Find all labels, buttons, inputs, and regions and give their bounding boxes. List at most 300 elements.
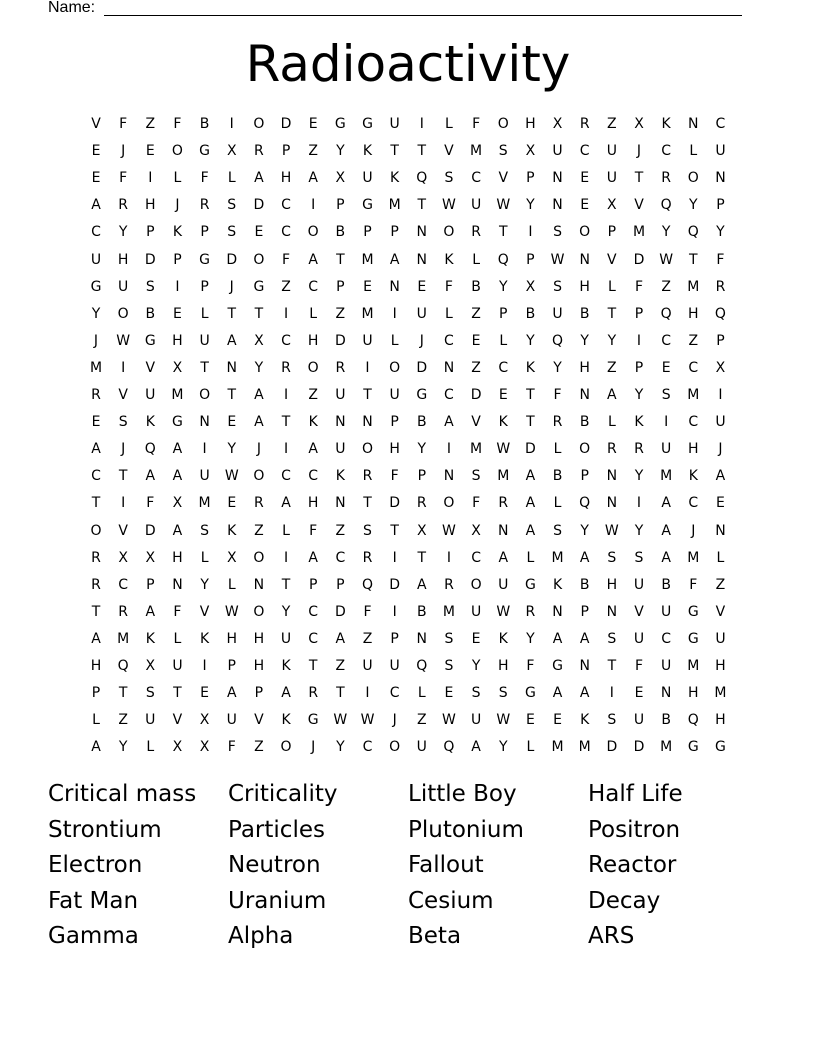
grid-letter: U (416, 305, 427, 322)
grid-letter: Z (254, 739, 264, 756)
grid-letter: P (173, 251, 182, 268)
grid-letter: C (579, 143, 590, 160)
grid-letter: P (634, 359, 644, 376)
grid-letter: A (525, 522, 536, 539)
grid-letter: I (446, 441, 451, 458)
grid-letter: N (443, 468, 455, 485)
grid-letter: D (144, 251, 156, 268)
word-list-item: Positron (588, 816, 681, 843)
grid-letter: Z (118, 712, 128, 729)
grid-letter: J (392, 712, 397, 729)
grid-letter: L (472, 251, 480, 268)
grid-letter: T (91, 495, 101, 512)
grid-letter: S (607, 712, 617, 729)
grid-letter: U (470, 712, 482, 729)
word-list-item: Decay (588, 887, 661, 914)
grid-letter: E (580, 197, 590, 214)
grid-letter: U (335, 441, 346, 458)
grid-letter: A (91, 630, 101, 647)
grid-letter: I (528, 224, 533, 241)
grid-letter: O (199, 387, 211, 403)
grid-letter: U (661, 603, 672, 620)
grid-letter: C (362, 739, 373, 756)
grid-letter: S (607, 630, 617, 647)
grid-letter: T (281, 414, 291, 431)
grid-letter: U (199, 332, 210, 349)
grid-letter: Q (687, 712, 699, 729)
grid-letter: E (363, 278, 372, 295)
grid-letter: I (636, 332, 642, 349)
grid-letter: R (525, 603, 536, 620)
grid-letter: X (226, 549, 237, 566)
grid-letter: T (417, 197, 427, 214)
grid-letter: B (416, 603, 427, 620)
grid-letter: E (254, 224, 264, 241)
grid-letter: U (389, 116, 400, 132)
grid-letter: A (607, 387, 617, 403)
grid-letter: Z (362, 630, 373, 647)
grid-letter: M (470, 441, 483, 458)
grid-letter: S (471, 685, 481, 702)
grid-letter: B (579, 305, 590, 322)
grid-letter: N (606, 468, 618, 485)
grid-letter: A (579, 549, 590, 566)
grid-letter: Y (498, 278, 508, 295)
grid-letter: K (227, 522, 237, 539)
grid-letter: T (91, 603, 101, 620)
grid-letter: Y (336, 739, 345, 756)
grid-letter: I (283, 549, 289, 566)
grid-letter: K (281, 658, 291, 674)
grid-letter: G (715, 739, 726, 756)
grid-letter: I (283, 387, 289, 403)
grid-letter: J (691, 522, 696, 539)
grid-letter: G (253, 278, 265, 295)
grid-letter: S (227, 224, 237, 241)
grid-letter: L (390, 332, 399, 349)
grid-letter: F (716, 251, 725, 268)
grid-letter: Y (281, 603, 291, 620)
grid-letter: U (715, 414, 726, 431)
grid-letter: S (444, 170, 454, 187)
grid-letter: S (145, 685, 155, 702)
grid-letter: C (444, 387, 454, 403)
word-list-item: Critical mass (48, 781, 197, 807)
grid-letter: H (253, 630, 265, 647)
grid-letter: R (498, 495, 509, 512)
grid-letter: V (634, 603, 644, 620)
grid-letter: F (173, 116, 182, 132)
grid-letter: G (524, 576, 536, 593)
grid-letter: B (661, 576, 671, 593)
grid-letter: K (281, 712, 291, 729)
grid-letter: X (715, 359, 726, 376)
grid-letter: P (390, 630, 399, 647)
grid-letter: U (633, 630, 645, 647)
grid-letter: E (308, 116, 318, 132)
grid-letter: E (200, 685, 210, 702)
grid-letter: R (362, 468, 373, 485)
grid-letter: F (472, 116, 481, 132)
grid-letter: N (552, 603, 563, 620)
grid-letter: W (360, 712, 375, 729)
grid-letter: U (552, 143, 563, 160)
grid-letter: F (526, 658, 535, 674)
grid-letter: Y (336, 143, 345, 160)
grid-letter: Y (716, 224, 725, 241)
grid-letter: D (389, 576, 401, 593)
grid-letter: G (687, 739, 699, 756)
grid-letter: V (715, 603, 726, 620)
grid-letter: L (445, 305, 453, 322)
grid-letter: Z (607, 116, 617, 132)
grid-letter: X (172, 739, 183, 756)
grid-letter: L (146, 739, 155, 756)
grid-letter: N (416, 224, 428, 241)
grid-letter: W (224, 468, 239, 485)
grid-letter: N (443, 359, 455, 376)
grid-letter: M (551, 549, 564, 566)
grid-letter: P (390, 414, 399, 431)
grid-letter: O (253, 549, 265, 566)
grid-letter: B (579, 576, 590, 593)
grid-letter: V (145, 359, 156, 376)
grid-letter: D (389, 495, 401, 512)
grid-letter: J (121, 143, 126, 160)
grid-letter: L (200, 305, 209, 322)
grid-letter: A (661, 549, 671, 566)
grid-letter: Y (526, 197, 535, 214)
grid-letter: Z (471, 359, 481, 376)
grid-letter: T (417, 143, 427, 160)
word-list-item: Criticality (228, 781, 338, 807)
grid-letter: O (117, 305, 129, 322)
grid-letter: N (688, 116, 699, 132)
grid-letter: P (580, 603, 589, 620)
grid-letter: L (173, 170, 182, 187)
grid-letter: X (172, 359, 183, 376)
grid-letter: F (282, 251, 291, 268)
grid-letter: U (90, 251, 102, 268)
grid-letter: P (634, 305, 644, 322)
grid-letter: A (226, 685, 237, 702)
grid-letter: A (661, 495, 671, 512)
grid-letter: W (496, 197, 511, 214)
grid-letter: J (229, 278, 234, 295)
grid-letter: U (661, 441, 672, 458)
grid-letter: F (390, 468, 399, 485)
grid-letter: V (118, 522, 128, 539)
grid-letter: T (227, 305, 237, 322)
grid-letter: J (718, 441, 723, 458)
grid-letter: T (173, 685, 182, 702)
grid-letter: L (417, 685, 426, 702)
grid-letter: S (553, 278, 562, 295)
grid-letter: C (661, 630, 672, 647)
grid-letter: H (117, 251, 129, 268)
grid-letter: N (715, 522, 726, 539)
grid-letter: R (661, 170, 671, 187)
grid-letter: D (253, 197, 265, 214)
grid-letter: E (91, 414, 101, 431)
grid-letter: Z (661, 278, 671, 295)
grid-letter: N (389, 278, 400, 295)
grid-letter: U (470, 197, 482, 214)
grid-letter: K (688, 468, 698, 485)
grid-letter: H (579, 278, 590, 295)
grid-letter: L (309, 305, 318, 322)
grid-letter: K (335, 468, 345, 485)
grid-letter: A (308, 170, 318, 187)
grid-letter: O (361, 441, 374, 458)
grid-letter: J (636, 143, 642, 160)
grid-letter: Z (308, 387, 318, 403)
grid-letter: W (496, 603, 511, 620)
grid-letter: Y (91, 305, 101, 322)
grid-letter: P (363, 224, 372, 241)
grid-letter: M (497, 468, 510, 485)
grid-letter: G (172, 414, 183, 431)
grid-letter: H (172, 549, 183, 566)
word-list-item: Beta (408, 923, 462, 949)
grid-letter: N (335, 495, 346, 512)
grid-letter: M (714, 685, 727, 702)
grid-letter: O (280, 739, 292, 756)
grid-letter: E (471, 630, 481, 647)
grid-letter: K (308, 414, 318, 431)
grid-letter: X (145, 549, 156, 566)
word-list-item: Electron (48, 852, 143, 878)
grid-letter: L (200, 549, 209, 566)
grid-letter: R (606, 441, 617, 458)
grid-letter: T (417, 549, 427, 566)
grid-letter: A (172, 441, 183, 458)
grid-letter: N (660, 685, 672, 702)
word-list-item: Little Boy (408, 781, 517, 807)
grid-letter: T (308, 658, 318, 674)
grid-letter: A (498, 549, 509, 566)
grid-letter: T (390, 143, 399, 160)
grid-letter: D (280, 116, 292, 132)
grid-letter: Y (526, 630, 535, 647)
grid-letter: P (716, 332, 725, 349)
grid-letter: U (498, 576, 509, 593)
grid-letter: Q (117, 658, 129, 674)
grid-letter: U (715, 143, 726, 160)
grid-letter: A (552, 630, 563, 647)
grid-letter: R (362, 549, 373, 566)
grid-letter: U (280, 630, 292, 647)
grid-letter: X (607, 197, 617, 214)
grid-letter: Z (335, 522, 346, 539)
grid-letter: A (715, 468, 726, 485)
grid-letter: W (496, 441, 511, 458)
grid-letter: K (444, 251, 454, 268)
word-list-item: Cesium (408, 887, 494, 914)
grid-letter: D (470, 387, 482, 403)
grid-letter: R (91, 387, 101, 403)
grid-letter: H (688, 441, 699, 458)
grid-letter: Z (417, 712, 427, 729)
grid-letter: V (498, 170, 509, 187)
grid-letter: P (91, 685, 101, 702)
grid-letter: W (550, 251, 565, 268)
grid-letter: L (526, 739, 535, 756)
grid-letter: R (634, 441, 644, 458)
grid-letter: C (498, 359, 509, 376)
grid-letter: M (361, 305, 374, 322)
grid-letter: X (199, 712, 210, 729)
word-list-item: Reactor (588, 852, 677, 878)
grid-letter: X (172, 495, 183, 512)
grid-letter: R (471, 224, 481, 241)
grid-letter: J (311, 739, 316, 756)
grid-letter: C (118, 576, 129, 593)
grid-letter: E (91, 170, 101, 187)
grid-letter: N (416, 251, 428, 268)
grid-letter: G (144, 332, 156, 349)
word-list-item: Plutonium (408, 816, 524, 843)
grid-letter: U (470, 603, 482, 620)
grid-letter: H (307, 495, 319, 512)
grid-letter: U (362, 332, 373, 349)
grid-letter: A (281, 685, 291, 702)
grid-letter: C (444, 332, 454, 349)
grid-letter: Q (144, 441, 156, 458)
grid-letter: R (254, 495, 264, 512)
grid-letter: E (525, 712, 535, 729)
grid-letter: D (633, 251, 645, 268)
grid-letter: Y (471, 658, 481, 674)
grid-letter: X (199, 739, 210, 756)
grid-letter: A (254, 387, 264, 403)
grid-letter: H (307, 332, 319, 349)
grid-letter: N (715, 170, 726, 187)
grid-letter: C (661, 143, 672, 160)
grid-letter: Z (715, 576, 726, 593)
grid-letter: S (498, 685, 508, 702)
grid-letter: D (144, 522, 156, 539)
grid-letter: L (553, 495, 562, 512)
grid-letter: R (118, 603, 128, 620)
name-label: Name: (48, 0, 96, 16)
grid-letter: M (632, 224, 646, 241)
grid-letter: C (91, 468, 101, 485)
grid-letter: T (526, 414, 535, 431)
grid-letter: B (145, 305, 156, 322)
grid-letter: C (688, 359, 699, 376)
grid-letter: B (579, 414, 590, 431)
grid-letter: O (90, 522, 102, 539)
grid-letter: Q (443, 739, 455, 756)
grid-letter: C (91, 224, 101, 241)
grid-letter: B (661, 712, 671, 729)
grid-letter: Y (607, 332, 617, 349)
grid-letter: H (280, 170, 292, 187)
grid-letter: G (90, 278, 102, 295)
grid-letter: N (579, 251, 590, 268)
grid-letter: O (253, 603, 265, 620)
grid-letter: J (93, 332, 99, 349)
grid-letter: P (526, 251, 535, 268)
grid-letter: W (659, 251, 674, 268)
grid-letter: X (145, 658, 156, 674)
grid-letter: F (444, 278, 453, 295)
grid-letter: Q (687, 224, 699, 241)
grid-letter: P (580, 468, 589, 485)
grid-letter: M (470, 143, 483, 160)
grid-letter: H (497, 658, 509, 674)
grid-letter: Y (118, 224, 128, 241)
grid-letter: B (552, 468, 563, 485)
word-list-item: Fat Man (48, 887, 139, 914)
grid-letter: C (389, 685, 400, 702)
grid-letter: P (336, 278, 345, 295)
grid-letter: K (145, 630, 155, 647)
grid-letter: I (636, 495, 642, 512)
grid-letter: P (200, 278, 209, 295)
grid-letter: O (307, 359, 319, 376)
grid-letter: L (553, 441, 562, 458)
grid-letter: E (716, 495, 725, 512)
grid-letter: U (118, 278, 129, 295)
grid-letter: O (171, 143, 183, 160)
grid-letter: E (580, 170, 590, 187)
grid-letter: Q (416, 170, 428, 187)
grid-letter: M (198, 495, 211, 512)
word-list-item: Particles (228, 816, 325, 843)
grid-letter: Y (227, 441, 237, 458)
grid-letter: A (91, 441, 101, 458)
grid-letter: N (199, 414, 210, 431)
grid-letter: K (661, 116, 671, 132)
grid-letter: U (633, 576, 645, 593)
grid-letter: C (308, 603, 319, 620)
grid-letter: L (607, 414, 616, 431)
grid-letter: V (199, 603, 210, 620)
grid-letter: X (634, 116, 644, 132)
grid-letter: R (552, 414, 563, 431)
grid-letter: S (200, 522, 210, 539)
grid-letter: B (416, 414, 427, 431)
grid-letter: J (121, 441, 126, 458)
grid-letter: X (417, 522, 427, 539)
grid-letter: T (607, 658, 617, 674)
grid-letter: I (229, 116, 234, 132)
grid-letter: G (334, 116, 346, 132)
grid-letter: I (148, 170, 153, 187)
grid-letter: X (254, 332, 264, 349)
grid-letter: H (579, 359, 590, 376)
grid-letter: K (580, 712, 590, 729)
grid-letter: O (443, 495, 455, 512)
grid-letter: T (634, 170, 644, 187)
grid-letter: S (553, 224, 562, 241)
grid-letter: S (498, 143, 508, 160)
grid-letter: A (308, 549, 318, 566)
grid-letter: A (308, 251, 318, 268)
grid-letter: M (660, 468, 673, 485)
grid-letter: E (553, 712, 562, 729)
grid-letter: S (227, 197, 237, 214)
grid-letter: W (442, 712, 456, 729)
grid-letter: P (390, 224, 399, 241)
grid-letter: Y (200, 576, 209, 593)
grid-letter: A (254, 170, 264, 187)
grid-letter: A (579, 630, 590, 647)
grid-letter: R (254, 143, 264, 160)
grid-letter: M (687, 658, 700, 674)
